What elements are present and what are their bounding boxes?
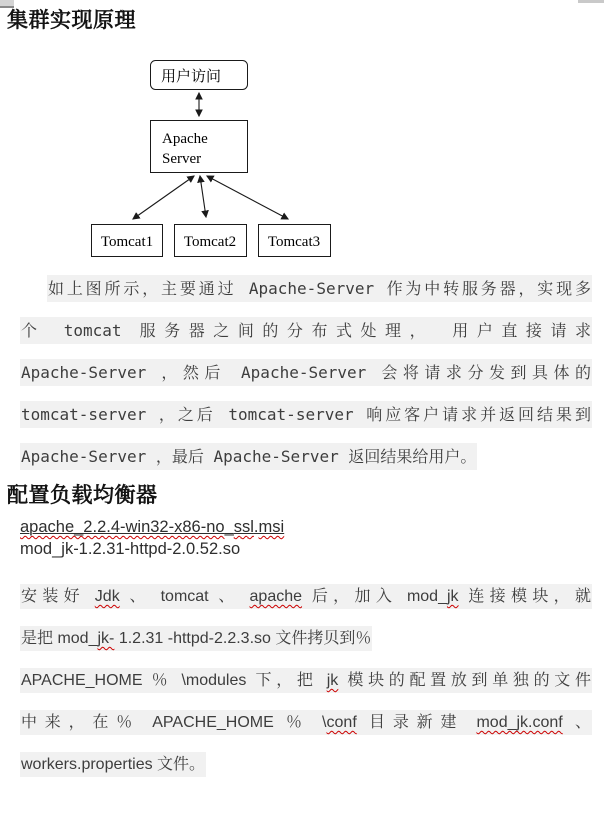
paragraph-line — [20, 576, 592, 618]
line-text: Apache-Server ，然后 Apache-Server 会将请求分发到具体的 — [21, 363, 591, 382]
misspelled-word: Jdk — [94, 588, 120, 605]
paragraph-line — [20, 436, 592, 478]
line-text: 、 — [562, 714, 591, 731]
cluster-diagram — [0, 0, 610, 262]
intro-paragraph — [20, 268, 592, 478]
install-paragraph — [20, 576, 592, 786]
misspelled-word: jk — [326, 672, 339, 689]
line-text: 连接模块，就 — [458, 588, 591, 605]
paragraph-line — [20, 268, 592, 310]
paragraph-line — [20, 702, 592, 744]
paragraph-line — [20, 394, 592, 436]
apache-server-label-line1: Apache — [162, 131, 208, 147]
paragraph-line — [20, 744, 592, 786]
misspelled-word: mod_jk.conf — [476, 714, 563, 731]
misspelled-word: jk- — [97, 630, 115, 647]
apache-tomcat3-arrow — [207, 176, 288, 219]
misspelled-word: apache — [249, 588, 303, 605]
misspelled-word: conf — [326, 714, 357, 731]
paragraph-line — [20, 352, 592, 394]
tomcat2-label: Tomcat2 — [183, 234, 237, 250]
section-title: 配置负载均衡器 — [7, 483, 158, 507]
user-access-label: 用户访问 — [161, 69, 222, 85]
line-text: 模块的配置放到单独的文件 — [338, 672, 591, 689]
line-text: 安装好 — [21, 588, 95, 605]
line-text: 是把 mod_ — [21, 630, 98, 647]
apache-tomcat1-arrow — [133, 176, 194, 219]
line-text: 目录新建 — [356, 714, 477, 731]
apache-tomcat2-arrow — [200, 176, 206, 217]
link-line — [20, 516, 592, 538]
line-text: 个 tomcat 服务器之间的分布式处理， 用户直接请求 — [21, 321, 591, 340]
tomcat1-label: Tomcat1 — [100, 234, 154, 250]
page-title: 集群实现原理 — [7, 8, 136, 32]
apache-server-label-line2: Server — [162, 151, 202, 167]
misspelled-word: jk — [446, 588, 459, 605]
line-text: 后，加入 mod_ — [302, 588, 447, 605]
link-line — [20, 538, 592, 560]
paragraph-line — [20, 618, 592, 660]
link-apache-installer[interactable]: apache_2.2.4-win32-x86-no_ssl.msi — [20, 518, 285, 536]
download-links — [20, 516, 592, 560]
link-mod-jk-file[interactable]: mod_jk-1.2.31-httpd-2.0.52.so — [20, 540, 241, 558]
tomcat3-label: Tomcat3 — [267, 234, 321, 250]
line-text: 如上图所示，主要通过 Apache-Server 作为中转服务器，实现多 — [48, 279, 591, 298]
line-text: 1.2.31 -httpd-2.2.3.so 文件拷贝到％ — [114, 630, 372, 647]
line-text: 中来，在％ APACHE_HOME ％ \ — [21, 714, 327, 731]
paragraph-line — [20, 310, 592, 352]
line-text: tomcat-server ，之后 tomcat-server 响应客户请求并返回结果到 — [21, 405, 591, 424]
line-text: workers.properties 文件。 — [21, 756, 206, 773]
line-text: APACHE_HOME ％ \modules 下，把 — [21, 672, 327, 689]
paragraph-line — [20, 660, 592, 702]
line-text: Apache-Server ，最后 Apache-Server 返回结果给用户。 — [21, 447, 477, 466]
line-text: 、 tomcat 、 — [119, 588, 250, 605]
